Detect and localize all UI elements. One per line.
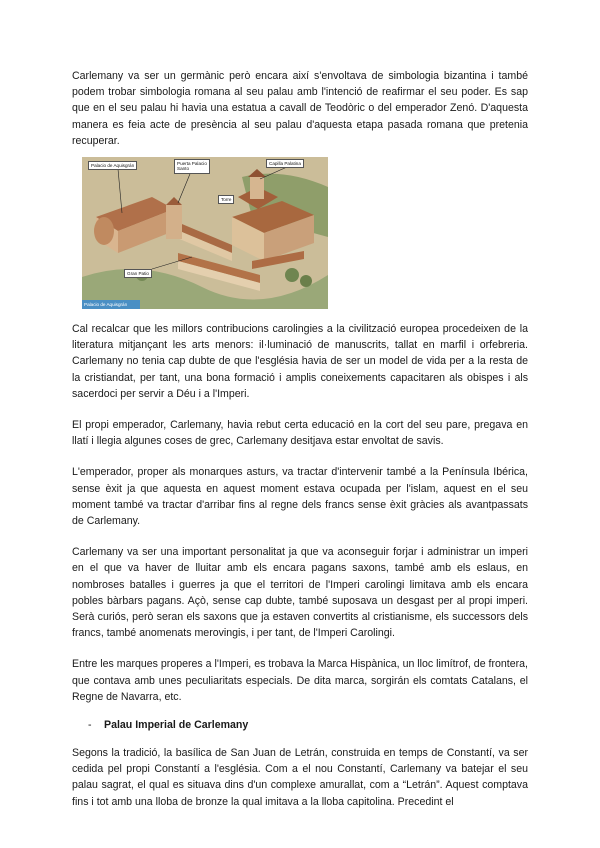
palace-illustration bbox=[82, 157, 328, 309]
label-puerta: Puerta Palacio Santo bbox=[174, 159, 210, 174]
paragraph-6: Entre les marques properes a l'Imperi, es trobava la Marca Hispànica, un lloc limítrof, de frontera, que contava amb unes peculiaritats especials. De dita marca, sorgirán els comtats Catalans, el Regne de Navarra, etc. bbox=[72, 658, 528, 703]
paragraph-4: L'emperador, proper als monarques asturs, va tractar d'intervenir també a la Península Ibérica, sense èxit ja que aquesta en aquest moment estava ocupada per l'islam, aquest en el seu moment també va tractar d'arribar fins al regne dels francs sense èxit gràcies als avantpassats de Carlemany. bbox=[72, 466, 528, 528]
paragraph-5: Carlemany va ser una important personalitat ja que va aconseguir forjar i administrar un imperi en el que va haver de lluitar amb els encara pagans saxons, també amb els eslaus, en nombroses batalles i guerres ja que el territori de l'Imperi carolingi limitava amb els encara pobles bàrbars pagans. Açò, sense cap dubte, també suposava un desgast per al propi imperi. Serà curiós, però seran els saxons que ja estaven convertits al cristianisme, els successors dels francs, també anomenats merovingis, i per tant, de l'Imperi Carolingi. bbox=[72, 546, 528, 640]
label-capilla: Capilla Palatina bbox=[266, 159, 304, 168]
paragraph-3: El propi emperador, Carlemany, havia rebut certa educació en la cort del seu pare, pregava en llatí i llegia algunes coses de grec, Carlemany desitjava estar envoltat de savis. bbox=[72, 419, 528, 448]
section-heading bbox=[88, 717, 528, 733]
label-torre: Torre bbox=[218, 195, 234, 204]
paragraph-2: Cal recalcar que les millors contribucions carolingies a la civilització europea procedeixen de la literatura mitjançant les arts menors: il·luminació de manuscrits, tallat en marfil i orfebreria. Carlemany no tenia cap dubte de que l'església havia de ser un model de vida per a la resta de la cristiandat, per tant, una bona formació i amplis coneixements capacitaren als obispes i als sacerdoci per servir a Déu i a l'Imperi. bbox=[72, 323, 528, 400]
paragraph-1: Carlemany va ser un germànic però encara així s'envoltava de simbologia bizantina i també podem trobar simbologia romana al seu palau amb l'intenció de reafirmar el seu poder. Es sap que en el seu palau hi havia una estatua a cavall de Teodòric o del emperador Zenó. D'aquesta manera es feia acte de presència al seu palau d'aquesta etapa pasada romana que pretenia recuperar. bbox=[72, 70, 528, 147]
document-body bbox=[72, 68, 528, 810]
paragraph-7: Segons la tradició, la basílica de San Juan de Letrán, construida en temps de Constantí, va ser cedida pel propi Constantí a l'església. Com a el nou Constantí, Carlemany va batejar el seu palau sagrat, el qual es situava dins d'un complexe amurallat, com a “Letrán”. Aquest comptava fins i tot amb una lloba de bronze la qual imitava a la lloba capitolina. Precedint el bbox=[72, 747, 528, 808]
label-palacio: Palacio de Aquisgrán bbox=[88, 161, 137, 170]
bullet-marker: - bbox=[88, 719, 92, 732]
figure-caption: Palacio de Aquisgrán bbox=[82, 300, 140, 309]
label-gran-patio: Gran Patio bbox=[124, 269, 152, 278]
palace-drawing bbox=[82, 157, 328, 309]
section-heading-text: Palau Imperial de Carlemany bbox=[104, 719, 249, 732]
